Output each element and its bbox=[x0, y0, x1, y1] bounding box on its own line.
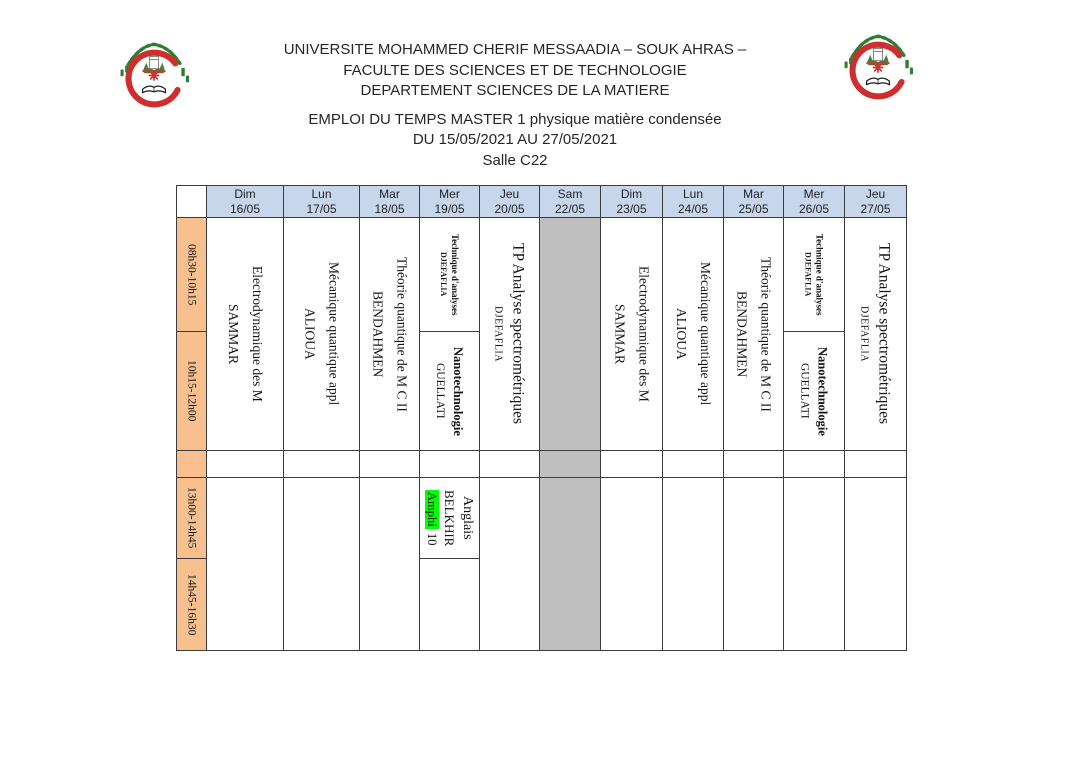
day-date: 24/05 bbox=[677, 201, 709, 216]
day-header bbox=[845, 186, 907, 218]
time-slot-cell bbox=[177, 332, 207, 451]
day-column-dim-16 bbox=[207, 186, 284, 651]
course-cell bbox=[207, 218, 284, 451]
course-title: Technique d'analyses bbox=[450, 233, 460, 316]
day-date: 27/05 bbox=[860, 201, 891, 216]
timetable bbox=[176, 185, 907, 651]
empty-cell bbox=[784, 451, 845, 478]
day-header bbox=[724, 186, 784, 218]
document-period: DU 15/05/2021 AU 27/05/2021 bbox=[412, 131, 618, 148]
day-name: Dim bbox=[620, 186, 643, 201]
day-header bbox=[480, 186, 540, 218]
day-column-dim-23 bbox=[601, 186, 663, 651]
day-date: 16/05 bbox=[229, 201, 261, 216]
day-name: Sam bbox=[557, 186, 583, 201]
day-column-mar-25 bbox=[724, 186, 784, 651]
empty-cell bbox=[480, 478, 540, 651]
course-title: Technique d'analyses bbox=[814, 233, 825, 316]
department-name: DEPARTEMENT SCIENCES DE LA MATIERE bbox=[360, 82, 670, 99]
empty-cell bbox=[207, 478, 284, 651]
course-title: Anglais bbox=[460, 496, 475, 540]
day-column-mer-26 bbox=[784, 186, 845, 651]
course-title: Mécanique quantique appl bbox=[698, 262, 713, 406]
day-column-mer-19 bbox=[420, 186, 480, 651]
course-teacher: DJEFAFLIA bbox=[858, 306, 870, 362]
day-column-jeu-20 bbox=[480, 186, 540, 651]
empty-cell bbox=[284, 451, 360, 478]
empty-cell bbox=[845, 451, 907, 478]
day-header bbox=[284, 186, 360, 218]
day-header bbox=[540, 186, 601, 218]
day-header bbox=[784, 186, 845, 218]
course-title: Théorie quantique de M C II bbox=[394, 256, 410, 412]
document-header bbox=[0, 40, 1030, 171]
empty-cell bbox=[207, 451, 284, 478]
time-slot-label: 14h45-16h30 bbox=[185, 573, 198, 636]
time-slot-cell bbox=[177, 478, 207, 559]
empty-cell bbox=[724, 451, 784, 478]
faculty-name: FACULTE DES SCIENCES ET DE TECHNOLOGIE bbox=[343, 61, 687, 79]
course-cell bbox=[784, 332, 845, 451]
course-teacher: BENDAHMEN bbox=[370, 290, 386, 378]
time-slot-label: 08h30-10h15 bbox=[185, 243, 198, 306]
course-teacher: GUELLATI bbox=[434, 363, 446, 419]
empty-cell bbox=[420, 559, 480, 651]
university-name: UNIVERSITE MOHAMMED CHERIF MESSAADIA – SOUK AHRAS – bbox=[283, 41, 747, 58]
course-teacher: ALIOUA bbox=[302, 308, 318, 360]
time-column bbox=[177, 186, 207, 651]
room-number: 10 bbox=[425, 533, 439, 546]
course-title: Electrodynamique des M bbox=[250, 266, 265, 402]
day-date: 20/05 bbox=[494, 201, 525, 216]
day-name: Mar bbox=[743, 186, 764, 201]
day-column-lun-24 bbox=[663, 186, 724, 651]
empty-cell bbox=[360, 478, 420, 651]
day-name: Mer bbox=[803, 186, 825, 201]
empty-cell bbox=[601, 451, 663, 478]
day-name: Mer bbox=[439, 186, 460, 201]
course-teacher: SAMMAR bbox=[612, 303, 628, 365]
time-slot-cell bbox=[177, 218, 207, 332]
day-name: Lun bbox=[682, 186, 704, 201]
day-header bbox=[207, 186, 284, 218]
document-title: EMPLOI DU TEMPS MASTER 1 physique matière condensée bbox=[308, 110, 722, 128]
day-column-sam-22 bbox=[540, 186, 601, 651]
closed-cell bbox=[540, 218, 601, 451]
day-date: 26/05 bbox=[798, 201, 830, 216]
day-header bbox=[601, 186, 663, 218]
empty-cell bbox=[663, 451, 724, 478]
course-cell bbox=[480, 218, 540, 451]
course-teacher: BENDAHMEN bbox=[734, 290, 750, 378]
course-teacher: DJEFAFLIA bbox=[439, 252, 448, 297]
empty-cell bbox=[284, 478, 360, 651]
day-header bbox=[663, 186, 724, 218]
course-teacher: DJEFAFLIA bbox=[492, 306, 504, 362]
room-highlight: Amphi bbox=[425, 492, 439, 528]
day-date: 18/05 bbox=[374, 201, 405, 216]
day-date: 19/05 bbox=[434, 201, 465, 216]
empty-cell bbox=[845, 478, 907, 651]
course-cell bbox=[784, 218, 845, 332]
course-teacher: BELKHIR bbox=[442, 489, 457, 547]
time-slot-label: 13h00-14h45 bbox=[185, 487, 198, 549]
course-cell bbox=[284, 218, 360, 451]
course-cell bbox=[420, 332, 480, 451]
day-header bbox=[360, 186, 420, 218]
closed-cell bbox=[540, 451, 601, 478]
day-column-mar-18 bbox=[360, 186, 420, 651]
time-slot-label: 10h15-12h00 bbox=[185, 360, 198, 422]
day-date: 22/05 bbox=[554, 201, 586, 216]
day-date: 23/05 bbox=[616, 201, 647, 216]
empty-cell bbox=[480, 451, 540, 478]
course-cell bbox=[663, 218, 724, 451]
course-teacher: ALIOUA bbox=[674, 308, 689, 360]
course-cell bbox=[420, 478, 480, 559]
course-teacher: SAMMAR bbox=[226, 303, 241, 365]
course-title: Théorie quantique de M C II bbox=[758, 256, 774, 412]
day-column-lun-17 bbox=[284, 186, 360, 651]
empty-cell bbox=[360, 451, 420, 478]
empty-cell bbox=[724, 478, 784, 651]
day-date: 25/05 bbox=[738, 201, 769, 216]
day-name: Lun bbox=[311, 186, 332, 201]
time-slot-cell bbox=[177, 559, 207, 651]
empty-cell bbox=[420, 451, 480, 478]
empty-cell bbox=[663, 478, 724, 651]
closed-cell bbox=[540, 478, 601, 651]
day-date: 17/05 bbox=[306, 201, 337, 216]
course-room bbox=[424, 490, 439, 545]
day-column-jeu-27 bbox=[845, 186, 907, 651]
day-name: Jeu bbox=[499, 186, 520, 201]
time-gap-cell bbox=[177, 451, 207, 478]
course-title: Nanotechnologie bbox=[815, 346, 830, 436]
course-title: Electrodynamique des M bbox=[636, 266, 652, 402]
corner-cell bbox=[177, 186, 207, 218]
course-cell bbox=[360, 218, 420, 451]
course-cell bbox=[845, 218, 907, 451]
empty-cell bbox=[601, 478, 663, 651]
course-teacher: DJEFAFLIA bbox=[803, 252, 813, 297]
day-header bbox=[420, 186, 480, 218]
room-label: Salle C22 bbox=[482, 151, 548, 169]
course-teacher: GUELLATI bbox=[798, 363, 811, 419]
course-cell bbox=[724, 218, 784, 451]
course-title: TP Analyse spectrométriques bbox=[875, 243, 893, 425]
course-title: Nanotechnologie bbox=[451, 346, 465, 436]
day-name: Dim bbox=[234, 186, 256, 201]
day-name: Jeu bbox=[865, 186, 886, 201]
course-title: Mécanique quantique appl bbox=[326, 262, 342, 406]
empty-cell bbox=[784, 478, 845, 651]
course-cell bbox=[420, 218, 480, 332]
day-name: Mar bbox=[379, 186, 400, 201]
course-cell bbox=[601, 218, 663, 451]
course-title: TP Analyse spectrométriques bbox=[509, 243, 527, 425]
